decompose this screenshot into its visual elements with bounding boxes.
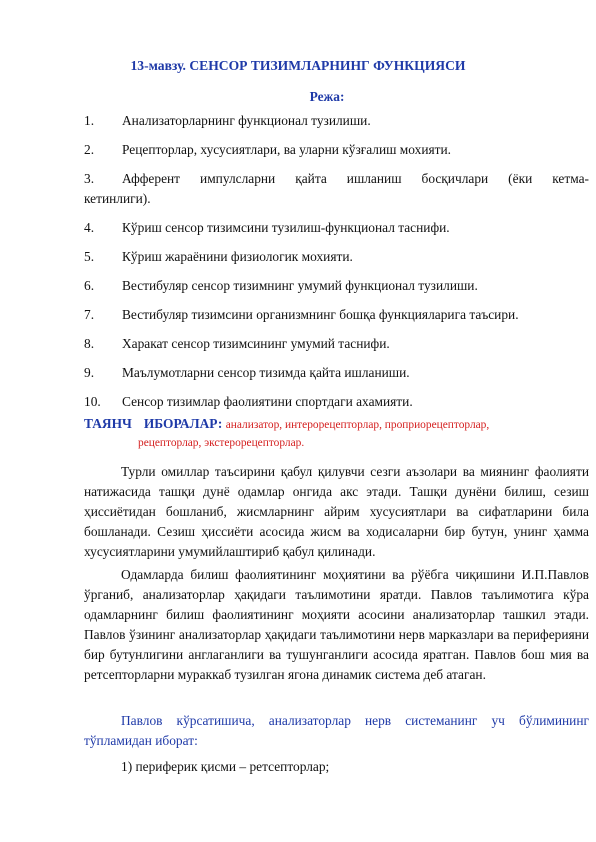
plan-item-number: 10. xyxy=(84,394,101,409)
plan-item-text-continued: кетинлиги). xyxy=(84,191,151,206)
plan-item-number: 3. xyxy=(84,171,95,186)
plan-item-text: Рецепторлар, хусусиятлари, ва уларни кўзғалиш мохияти. xyxy=(122,142,452,157)
body-paragraph-highlight: Павлов кўрсатишича, анализаторлар нерв системанинг уч бўлимининг тўпламидан иборат: xyxy=(84,713,589,748)
keywords-block xyxy=(84,414,589,449)
plan-item-text: Афферент импулсларни қайта ишланиш босқичлари (ёки кетма- xyxy=(122,171,589,186)
plan-item-number: 7. xyxy=(84,307,95,322)
plan-item-text: Кўриш жараёнини физиологик мохияти. xyxy=(122,249,353,264)
plan-item xyxy=(84,218,589,238)
lecture-title: 13-мавзу. СЕНСОР ТИЗИМЛАРНИНГ ФУНКЦИЯСИ xyxy=(130,58,466,73)
body-paragraph: Турли омиллар таъсирини қабул қилувчи сезги аъзолари ва миянинг фаолияти натижасида ташқи дунё одамлар онгида акс этади. Ташқи дунёни билиш, сезиш ҳиссиётидан бошланиб, жисмларнинг айрим хусусиятлари ва сифатларини била бошланади. Сезиш ҳиссиёти асосида жисм ва ходисаларни бир бутун, унинг ҳамма хусусиятларини умумийлаштириб қабул қилинади. xyxy=(84,464,589,559)
plan-item-number: 1. xyxy=(84,113,95,128)
plan-item-text: Вестибуляр сенсор тизимнинг умумий функционал тузилиши. xyxy=(122,278,478,293)
plan-list xyxy=(84,111,589,412)
plan-heading: Режа: xyxy=(309,89,345,104)
body-list-item: 1) периферик қисми – ретсепторлар; xyxy=(121,759,330,774)
keywords-terms-line1: анализатор, интерорецепторлар, проприорецепторлар, xyxy=(225,419,490,431)
plan-item xyxy=(84,140,589,160)
plan-item-number: 9. xyxy=(84,365,95,380)
plan-item xyxy=(84,276,589,296)
plan-item-text: Анализаторларнинг функционал тузилиши. xyxy=(122,113,371,128)
body-paragraph: Одамларда билиш фаолиятининг моҳиятини ва рўёбга чиқишини И.П.Павлов ўрганиб, анализаторлар ҳақидаги таълимотини яратди. Павлов таълимотига кўра одамларнинг билиш фаолиятининг моҳияти асосини анализаторлар ташкил этади. Павлов ўзининг анализаторлар ҳақидаги таълимотини нерв марказлари ва периферияни бир бутунлигини англаганлиги ва тушунганлиги асосида яратган. Павлов бош мия ва ретсепторларни мураккаб тузилган ягона динамик система деб атаган. xyxy=(84,567,589,682)
plan-item-text: Харакат сенсор тизимсининг умумий таснифи. xyxy=(122,336,390,351)
plan-item-number: 8. xyxy=(84,336,95,351)
keywords-label-part2: ИБОРАЛАР: xyxy=(143,416,223,431)
keywords-terms-line2: рецепторлар, экстерорецепторлар. xyxy=(138,437,305,449)
plan-item-number: 4. xyxy=(84,220,95,235)
plan-item-text: Кўриш сенсор тизимсини тузилиш-функционал таснифи. xyxy=(122,220,450,235)
plan-item-number: 6. xyxy=(84,278,95,293)
plan-item-text: Маълумотларни сенсор тизимда қайта ишланиши. xyxy=(122,365,410,380)
plan-item xyxy=(84,305,589,325)
plan-item-number: 2. xyxy=(84,142,95,157)
plan-item xyxy=(84,363,589,383)
plan-item xyxy=(84,334,589,354)
plan-item xyxy=(84,247,589,267)
plan-item-number: 5. xyxy=(84,249,95,264)
keywords-label-part1: ТАЯНЧ xyxy=(84,416,132,431)
plan-item xyxy=(84,169,589,209)
plan-item xyxy=(84,392,589,412)
plan-item xyxy=(84,111,589,131)
plan-item-text: Сенсор тизимлар фаолиятини спортдаги ахамияти. xyxy=(122,394,413,409)
plan-item-text: Вестибуляр тизимсини организмнинг бошқа функцияларига таъсири. xyxy=(122,307,519,322)
